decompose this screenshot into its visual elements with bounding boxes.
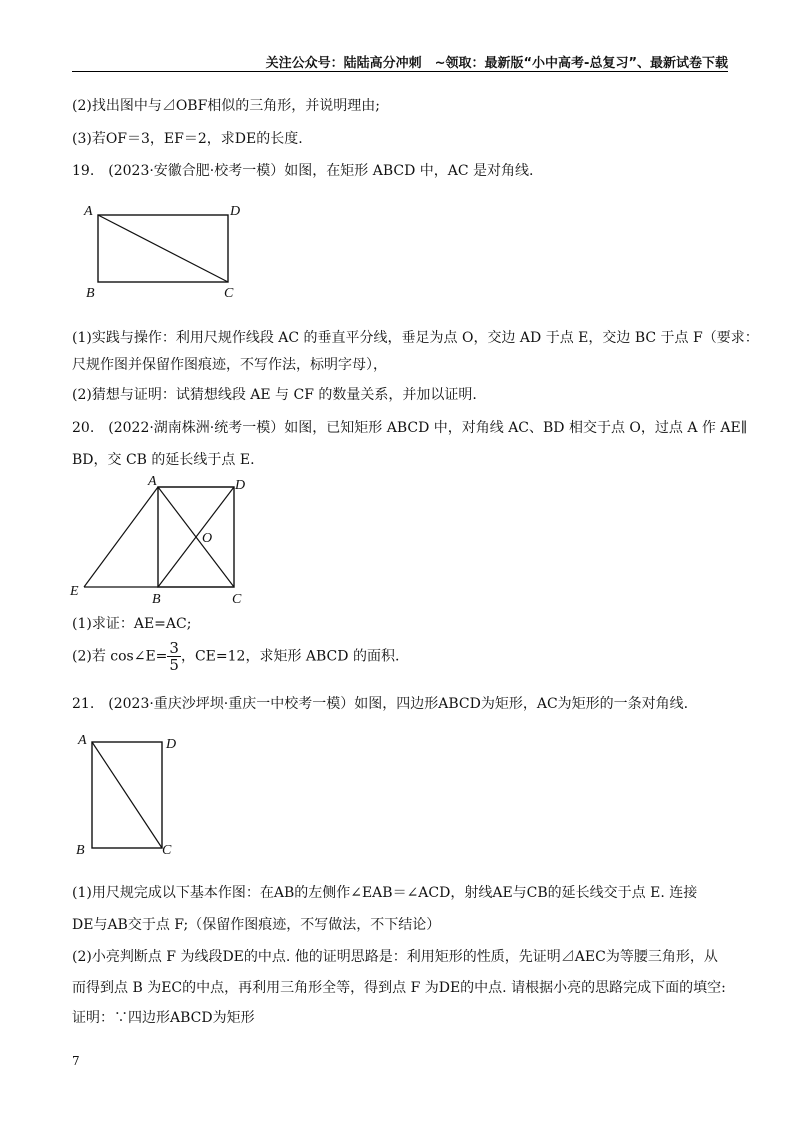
q19-stem: 19. (2023·安徽合肥·校考一模）如图，在矩形 ABCD 中，AC 是对角线. bbox=[72, 163, 534, 179]
q20-stem-line1: 20. (2022·湖南株洲·统考一模）如图，已知矩形 ABCD 中，对角线 AC、BD 相交于点 O，过点 A 作 AE∥ bbox=[72, 420, 748, 436]
q19-part1-line2: 尺规作图并保留作图痕迹，不写作法，标明字母）， bbox=[72, 357, 387, 373]
q21-label-a: A bbox=[78, 733, 87, 748]
q20-label-b: B bbox=[152, 592, 161, 607]
q20-fraction-numerator: 3 bbox=[169, 639, 179, 657]
q20-stem-line2: BD，交 CB 的延长线于点 E. bbox=[72, 452, 255, 468]
q21-label-b: B bbox=[76, 843, 85, 858]
page-header: 关注公众号：陆陆高分冲刺 ~领取：最新版“小中高考-总复习”、最新试卷下载 bbox=[265, 56, 728, 71]
q19-part1-line1: (1)实践与操作：利用尺规作线段 AC 的垂直平分线，垂足为点 O，交边 AD 于点 E，交边 BC 于点 F（要求： bbox=[72, 330, 759, 346]
q20-label-o: O bbox=[202, 531, 213, 546]
q21-stem: 21. (2023·重庆沙坪坝·重庆一中校考一模）如图，四边形ABCD为矩形，AC为矩形的一条对角线. bbox=[72, 696, 689, 712]
q20-part2-suffix: ，CE=12，求矩形 ABCD 的面积. bbox=[180, 648, 400, 665]
q20-fraction-denominator: 5 bbox=[169, 656, 179, 674]
q20-label-a: A bbox=[148, 474, 157, 489]
q20-label-d: D bbox=[235, 478, 246, 493]
q21-part2-line1: (2)小亮判断点 F 为线段DE的中点. 他的证明思路是：利用矩形的性质，先证明⊿AEC为等腰三角形，从 bbox=[72, 949, 718, 965]
q20-part2 bbox=[72, 640, 399, 673]
q21-part1-line1: (1)用尺规完成以下基本作图：在AB的左侧作∠EAB＝∠ACD，射线AE与CB的延长线交于点 E. 连接 bbox=[72, 885, 698, 901]
q20-label-c: C bbox=[232, 592, 242, 607]
q19-label-b: B bbox=[86, 286, 95, 300]
q21-part1-line2: DE与AB交于点 F;（保留作图痕迹，不写做法，不下结论） bbox=[72, 917, 441, 933]
q21-label-d: D bbox=[166, 737, 177, 752]
q19-part2: (2)猜想与证明：试猜想线段 AE 与 CF 的数量关系，并加以证明. bbox=[72, 387, 477, 403]
q21-rectangle-figure bbox=[74, 728, 194, 864]
q19-label-d: D bbox=[230, 204, 241, 219]
q20-label-e: E bbox=[70, 584, 79, 599]
q21-label-c: C bbox=[162, 843, 172, 858]
q19-rectangle-figure bbox=[80, 200, 250, 300]
q18-part2: (2)找出图中与⊿OBF相似的三角形，并说明理由; bbox=[72, 98, 381, 114]
q21-part2-line2: 而得到点 B 为EC的中点，再利用三角形全等，得到点 F 为DE的中点. 请根据小亮的思路完成下面的填空: bbox=[72, 980, 726, 996]
q20-cos-fraction bbox=[167, 640, 181, 673]
header-rule bbox=[72, 71, 728, 72]
q21-part2-line3: 证明：∵四边形ABCD为矩形 bbox=[72, 1010, 255, 1026]
q20-rectangle-figure bbox=[66, 472, 266, 607]
q19-label-a: A bbox=[84, 204, 93, 219]
q18-part3: (3)若OF＝3，EF＝2，求DE的长度. bbox=[72, 131, 303, 147]
q20-part1: (1)求证：AE=AC; bbox=[72, 616, 192, 632]
q20-part2-prefix: (2)若 cos∠E= bbox=[72, 648, 168, 665]
page-number: 7 bbox=[72, 1054, 80, 1068]
q19-label-c: C bbox=[224, 286, 234, 300]
